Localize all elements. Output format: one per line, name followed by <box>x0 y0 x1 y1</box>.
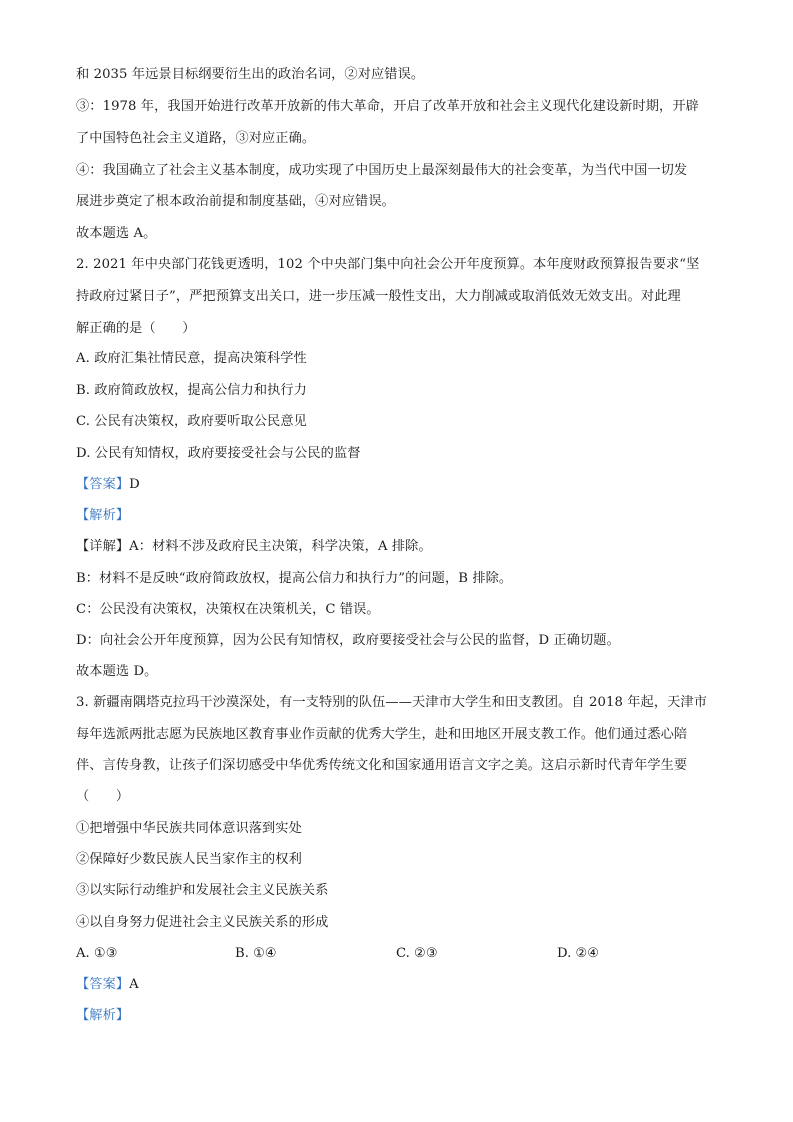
q3-option-b: B. ①④ <box>235 946 277 961</box>
q1-explanation-line: ④：我国确立了社会主义基本制度，成功实现了中国历史上最深刻最伟大的社会变革，为当代中国一切发 <box>76 163 688 178</box>
q2-analysis-tag <box>76 507 726 525</box>
q3-stem: 伴、言传身教，让孩子们深切感受中华优秀传统文化和国家通用语言文字之美。这启示新时代青年学生要 <box>76 758 688 773</box>
q3-option-c: C. ②③ <box>396 946 438 961</box>
q3-item-4: ④以自身努力促进社会主义民族关系的形成 <box>76 915 329 930</box>
q2-detail-b: B：材料不是反映“政府简政放权，提高公信力和执行力”的问题，B 排除。 <box>76 571 513 586</box>
q3-item-1: ①把增强中华民族共同体意识落到实处 <box>76 821 302 836</box>
q2-answer <box>76 476 726 494</box>
q3-analysis-tag <box>76 1007 726 1025</box>
q3-option-a: A. ①③ <box>76 946 118 961</box>
answer-tag: 【答案】 <box>76 477 130 492</box>
q3-stem: 每年选派两批志愿为民族地区教育事业作贡献的优秀大学生，赴和田地区开展支教工作。他们通过悉心陪 <box>76 727 688 742</box>
q1-explanation-line: ③：1978 年，我国开始进行改革开放新的伟大革命，开启了改革开放和社会主义现代化建设新时期，开辟 <box>76 99 699 114</box>
q3-stem: 3. 新疆南隅塔克拉玛干沙漠深处，有一支特别的队伍——天津市大学生和田支教团。自 2018 年起，天津市 <box>76 695 707 710</box>
q3-stem: （ ） <box>76 789 130 804</box>
q1-conclusion: 故本题选 A。 <box>76 226 157 241</box>
q2-stem: 持政府过紧日子”，严把预算支出关口，进一步压减一般性支出，大力削减或取消低效无效支出。对此理 <box>76 289 681 304</box>
q2-stem: 2. 2021 年中央部门花钱更透明，102 个中央部门集中向社会公开年度预算。本年度财政预算报告要求“坚 <box>76 257 700 272</box>
q3-option-d: D. ②④ <box>557 946 600 961</box>
q3-answer <box>76 976 726 994</box>
q1-explanation-line: 了中国特色社会主义道路，③对应正确。 <box>76 131 316 146</box>
analysis-tag: 【解析】 <box>76 508 130 523</box>
q3-item-3: ③以实际行动维护和发展社会主义民族关系 <box>76 883 329 898</box>
answer-value: A <box>129 977 139 992</box>
q2-option-d: D. 公民有知情权，政府要接受社会与公民的监督 <box>76 446 361 461</box>
q3-item-2: ②保障好少数民族人民当家作主的权利 <box>76 852 302 867</box>
q2-detail-c: C：公民没有决策权，决策权在决策机关，C 错误。 <box>76 602 380 617</box>
q2-conclusion: 故本题选 D。 <box>76 664 158 679</box>
q1-explanation-line: 和 2035 年远景目标纲要衍生出的政治名词，②对应错误。 <box>76 67 425 82</box>
q1-explanation-line: 展进步奠定了根本政治前提和制度基础，④对应错误。 <box>76 194 395 209</box>
q2-option-c: C. 公民有决策权，政府要听取公民意见 <box>76 414 307 429</box>
q2-detail-d: D：向社会公开年度预算，因为公民有知情权，政府要接受社会与公民的监督，D 正确切题。 <box>76 633 620 648</box>
answer-value: D <box>129 477 140 492</box>
answer-tag: 【答案】 <box>76 977 130 992</box>
detail-text: A：材料不涉及政府民主决策，科学决策，A 排除。 <box>129 539 432 554</box>
q2-option-a: A. 政府汇集社情民意，提高决策科学性 <box>76 351 307 366</box>
q2-option-b: B. 政府简政放权，提高公信力和执行力 <box>76 383 307 398</box>
detail-tag: 【详解】 <box>76 539 130 554</box>
q2-detail-a <box>76 538 726 556</box>
q2-stem: 解正确的是（ ） <box>76 321 196 336</box>
analysis-tag: 【解析】 <box>76 1008 130 1023</box>
